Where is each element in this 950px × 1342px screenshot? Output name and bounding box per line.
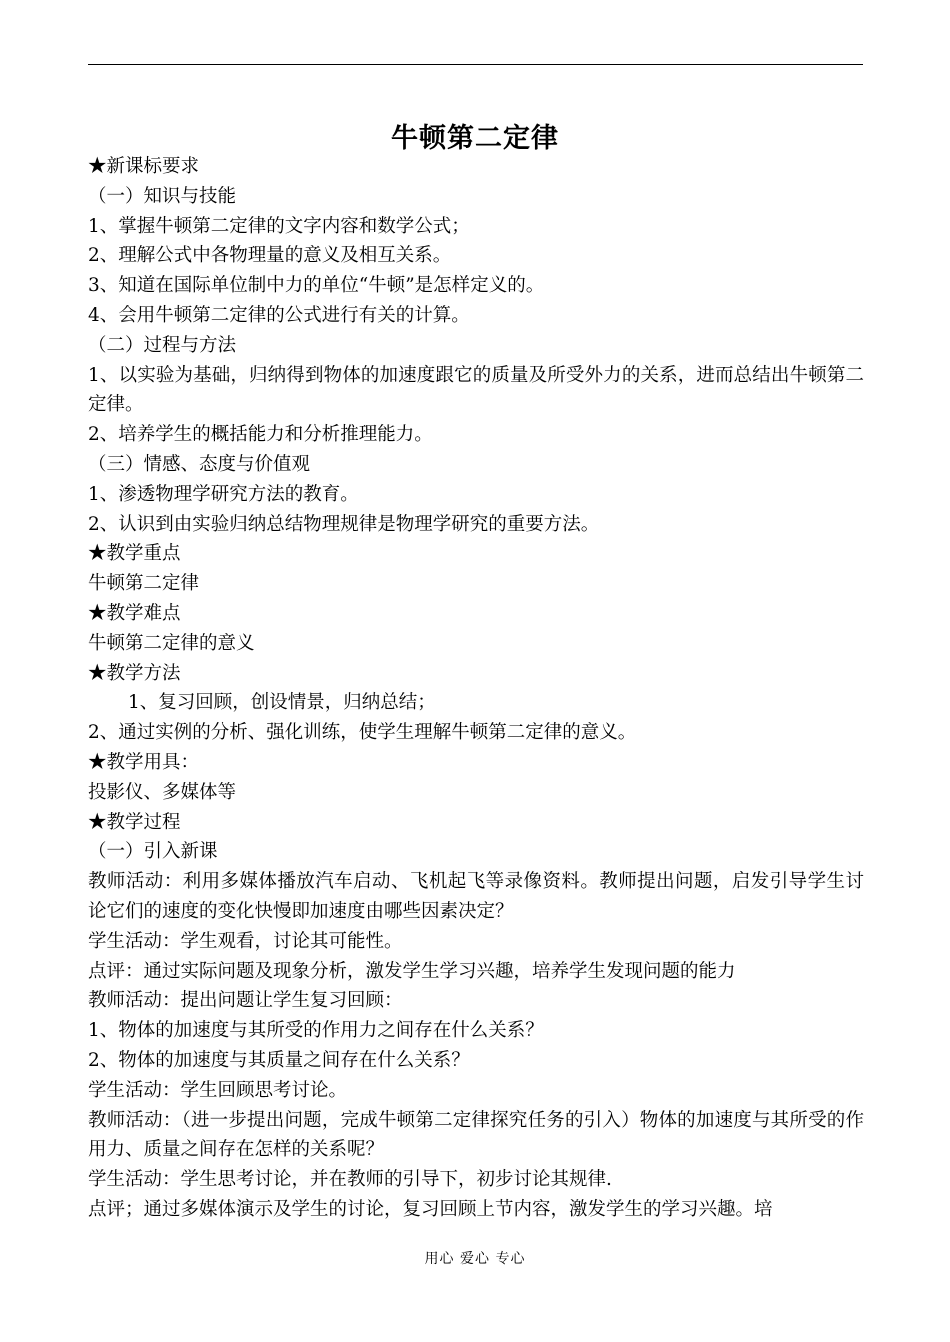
list-item: 2、通过实例的分析、强化训练，使学生理解牛顿第二定律的意义。: [88, 722, 637, 744]
paragraph: 投影仪、多媒体等: [88, 781, 237, 803]
list-item: 1、以实验为基础，归纳得到物体的加速度跟它的质量及所受外力的关系，进而总结出牛顿第二定律。: [88, 364, 864, 416]
section-heading: ★新课标要求: [88, 156, 200, 177]
header-rule: [88, 64, 863, 65]
list-item: 3、知道在国际单位制中力的单位“牛顿”是怎样定义的。: [88, 275, 545, 297]
subsection-heading: （一）知识与技能: [88, 185, 237, 207]
paragraph: 点评；通过多媒体演示及学生的讨论，复习回顾上节内容，激发学生的学习兴趣。培: [88, 1198, 773, 1220]
paragraph: 学生活动：学生思考讨论，并在教师的引导下，初步讨论其规律.: [88, 1169, 612, 1191]
list-item: 2、认识到由实验归纳总结物理规律是物理学研究的重要方法。: [88, 513, 600, 535]
list-item: 2、培养学生的概括能力和分析推理能力。: [88, 424, 433, 446]
subsection-heading: （三）情感、态度与价值观: [88, 453, 311, 475]
page-footer: 用心 爱心 专心: [424, 1251, 526, 1267]
paragraph: 教师活动：利用多媒体播放汽车启动、飞机起飞等录像资料。教师提出问题，启发引导学生讨论它们的速度的变化快慢即加速度由哪些因素决定？: [88, 871, 864, 922]
paragraph: 点评：通过实际问题及现象分析，激发学生学习兴趣，培养学生发现问题的能力: [88, 960, 736, 982]
list-item: 1、物体的加速度与其所受的作用力之间存在什么关系？: [88, 1020, 544, 1042]
paragraph: 教师活动：提出问题让学生复习回顾：: [88, 990, 403, 1012]
section-heading: ★教学方法: [88, 662, 181, 684]
page-title: 牛顿第二定律: [391, 123, 559, 154]
paragraph: 学生活动：学生回顾思考讨论。: [88, 1079, 348, 1101]
paragraph: 教师活动：（进一步提出问题，完成牛顿第二定律探究任务的引入）物体的加速度与其所受的作用力、质量之间存在怎样的关系呢？: [88, 1109, 864, 1161]
paragraph: 学生活动：学生观看，讨论其可能性。: [88, 930, 403, 952]
subsection-heading: （一）引入新课: [88, 841, 218, 863]
paragraph: 牛顿第二定律的意义: [88, 632, 255, 654]
list-item: 1、掌握牛顿第二定律的文字内容和数学公式；: [88, 215, 470, 237]
list-item: 1、渗透物理学研究方法的教育。: [88, 483, 359, 505]
section-heading: ★教学重点: [88, 543, 181, 565]
list-item: 2、理解公式中各物理量的意义及相互关系。: [88, 245, 452, 267]
document-body: [88, 152, 864, 1225]
list-item: 1、复习回顾，创设情景，归纳总结；: [128, 692, 436, 714]
list-item: 4、会用牛顿第二定律的公式进行有关的计算。: [88, 304, 470, 326]
list-item: 2、物体的加速度与其质量之间存在什么关系？: [88, 1049, 470, 1071]
section-heading: ★教学用具：: [88, 751, 200, 773]
section-heading: ★教学难点: [88, 602, 181, 624]
subsection-heading: （二）过程与方法: [88, 334, 237, 356]
section-heading: ★教学过程: [88, 811, 181, 833]
paragraph: 牛顿第二定律: [88, 573, 200, 595]
